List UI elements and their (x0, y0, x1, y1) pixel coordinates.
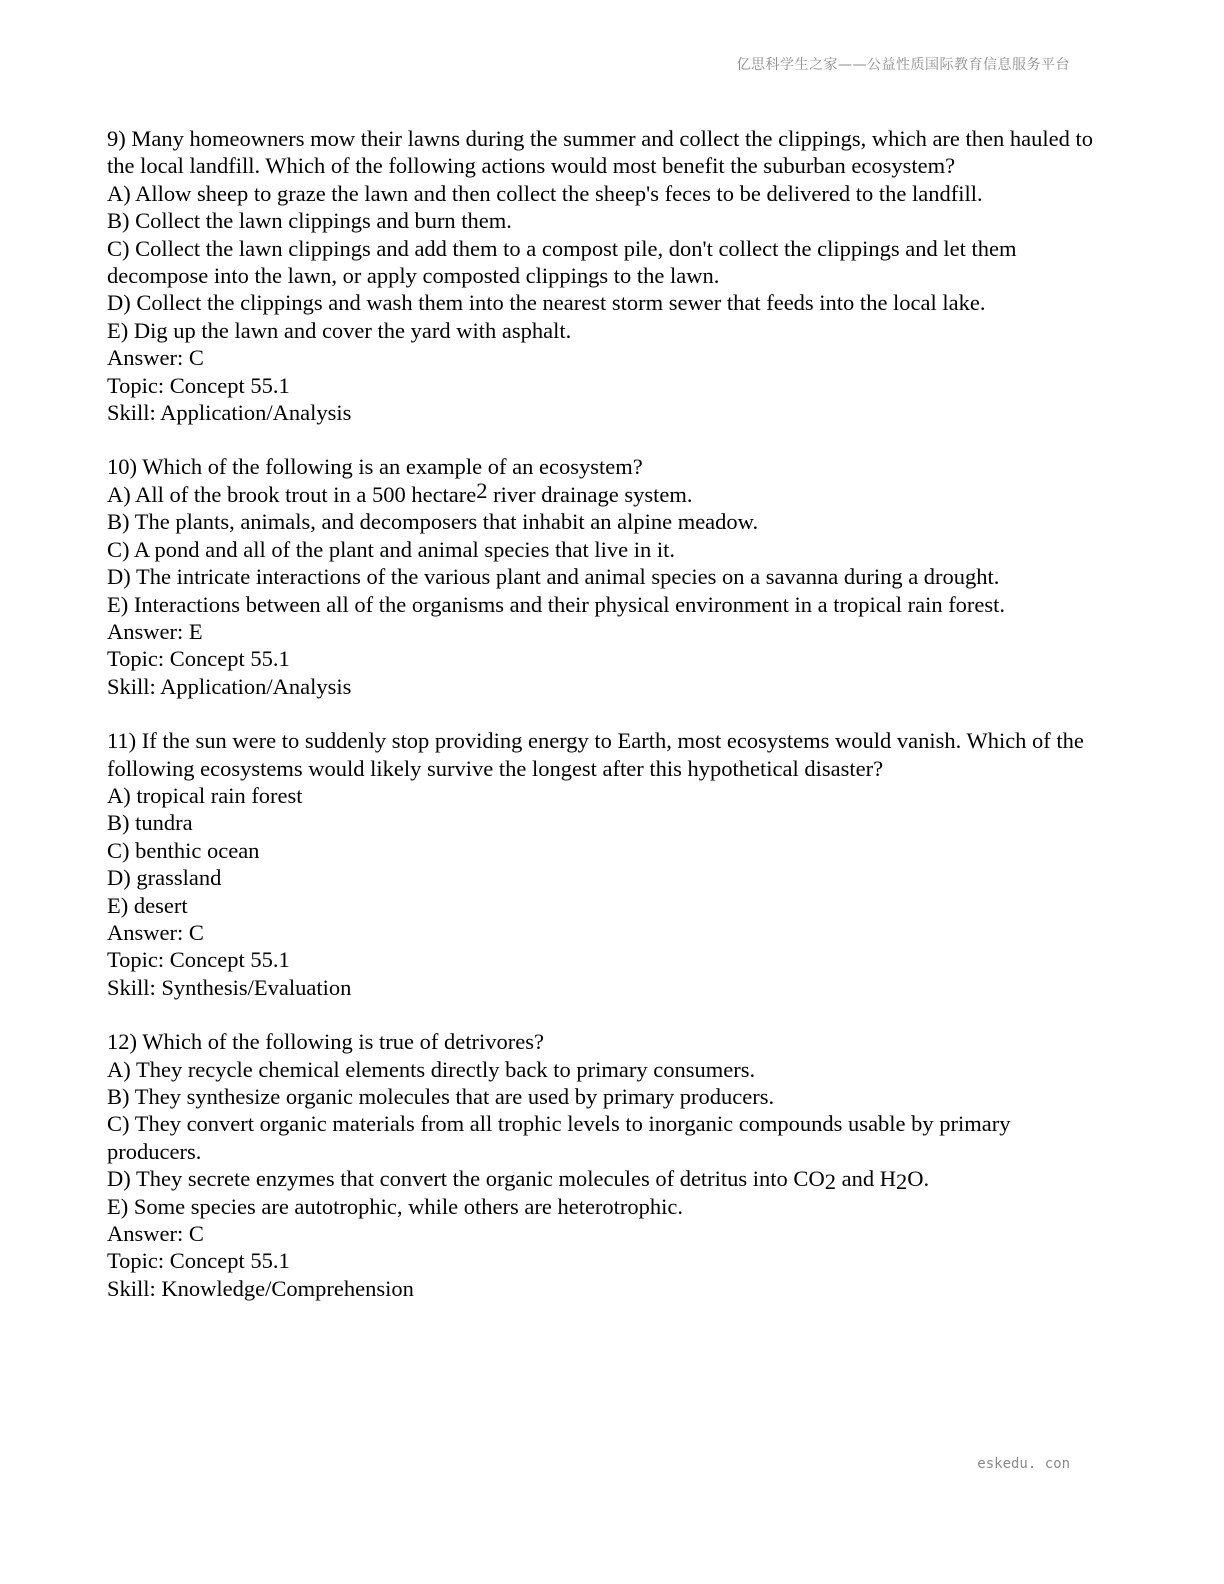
option-d: D) The intricate interactions of the various plant and animal species on a savanna during a drought. (107, 564, 1000, 590)
option-b: B) The plants, animals, and decomposers that inhabit an alpine meadow. (107, 509, 759, 535)
option-e: E) Dig up the lawn and cover the yard with asphalt. (107, 317, 572, 343)
question-stem: 9) Many homeowners mow their lawns during the summer and collect the clippings, which are then hauled to the local landfill. Which of the following actions would most benefit the suburban ecosystem? (107, 126, 1094, 179)
question-stem: 12) Which of the following is true of detrivores? (107, 1029, 544, 1055)
option-b: B) tundra (107, 810, 193, 836)
answer-line: Answer: C (107, 345, 204, 371)
topic-line: Topic: Concept 55.1 (107, 947, 290, 973)
answer-line: Answer: C (107, 1221, 204, 1247)
skill-line: Skill: Synthesis/Evaluation (107, 974, 352, 1000)
topic-line: Topic: Concept 55.1 (107, 1248, 290, 1274)
question-9 (107, 125, 1107, 426)
option-b: B) They synthesize organic molecules that are used by primary producers. (107, 1084, 775, 1109)
skill-line: Skill: Application/Analysis (107, 673, 352, 699)
option-a-text: A) All of the brook trout in a 500 hectare (107, 481, 477, 507)
answer-line: Answer: C (107, 919, 204, 945)
option-d-text-middle: and H (835, 1166, 896, 1192)
header-site-note: 亿思科学生之家——公益性质国际教育信息服务平台 (736, 57, 1070, 73)
option-d (107, 1165, 1107, 1195)
option-a: A) tropical rain forest (107, 782, 303, 808)
topic-line: Topic: Concept 55.1 (107, 646, 290, 672)
option-a: A) Allow sheep to graze the lawn and then collect the sheep's feces to be delivered to the landfill. (107, 180, 983, 206)
option-a (107, 477, 1107, 508)
question-stem: 11) If the sun were to suddenly stop providing energy to Earth, most ecosystems would vanish. Which of the following ecosystems would likely survive the longest after this hypothetical disaster? (107, 728, 1084, 781)
question-stem: 10) Which of the following is an example of an ecosystem? (107, 454, 643, 480)
option-e: E) desert (107, 892, 188, 918)
question-12 (107, 1028, 1107, 1302)
superscript: 2 (476, 477, 488, 503)
option-b: B) Collect the lawn clippings and burn them. (107, 208, 512, 234)
subscript: 2 (824, 1169, 836, 1195)
option-d-text: D) They secrete enzymes that convert the organic molecules of detritus into CO (107, 1166, 825, 1192)
option-d-text-end: O. (907, 1166, 930, 1192)
option-e: E) Interactions between all of the organisms and their physical environment in a tropical rain forest. (107, 591, 1006, 617)
question-10 (107, 453, 1107, 700)
option-a-text-end: river drainage system. (487, 481, 693, 507)
footer-site-url: eskedu. con (977, 1456, 1070, 1472)
option-c: C) Collect the lawn clippings and add them to a compost pile, don't collect the clippings and let them decompose into the lawn, or apply composted clippings to the lawn. (107, 235, 1017, 289)
subscript: 2 (895, 1169, 908, 1195)
option-d: D) Collect the clippings and wash them into the nearest storm sewer that feeds into the local lake. (107, 290, 986, 316)
skill-line: Skill: Knowledge/Comprehension (107, 1275, 414, 1301)
topic-line: Topic: Concept 55.1 (107, 372, 290, 398)
option-d: D) grassland (107, 865, 222, 891)
answer-line: Answer: E (107, 618, 203, 644)
skill-line: Skill: Application/Analysis (107, 400, 352, 426)
option-a: A) They recycle chemical elements directly back to primary consumers. (107, 1056, 756, 1082)
option-c: C) benthic ocean (107, 837, 260, 863)
question-list (107, 125, 1107, 1329)
question-11 (107, 727, 1107, 1001)
option-c: C) They convert organic materials from all trophic levels to inorganic compounds usable by primary producers. (107, 1111, 1011, 1164)
option-c: C) A pond and all of the plant and animal species that live in it. (107, 536, 676, 562)
option-e: E) Some species are autotrophic, while others are heterotrophic. (107, 1193, 684, 1219)
